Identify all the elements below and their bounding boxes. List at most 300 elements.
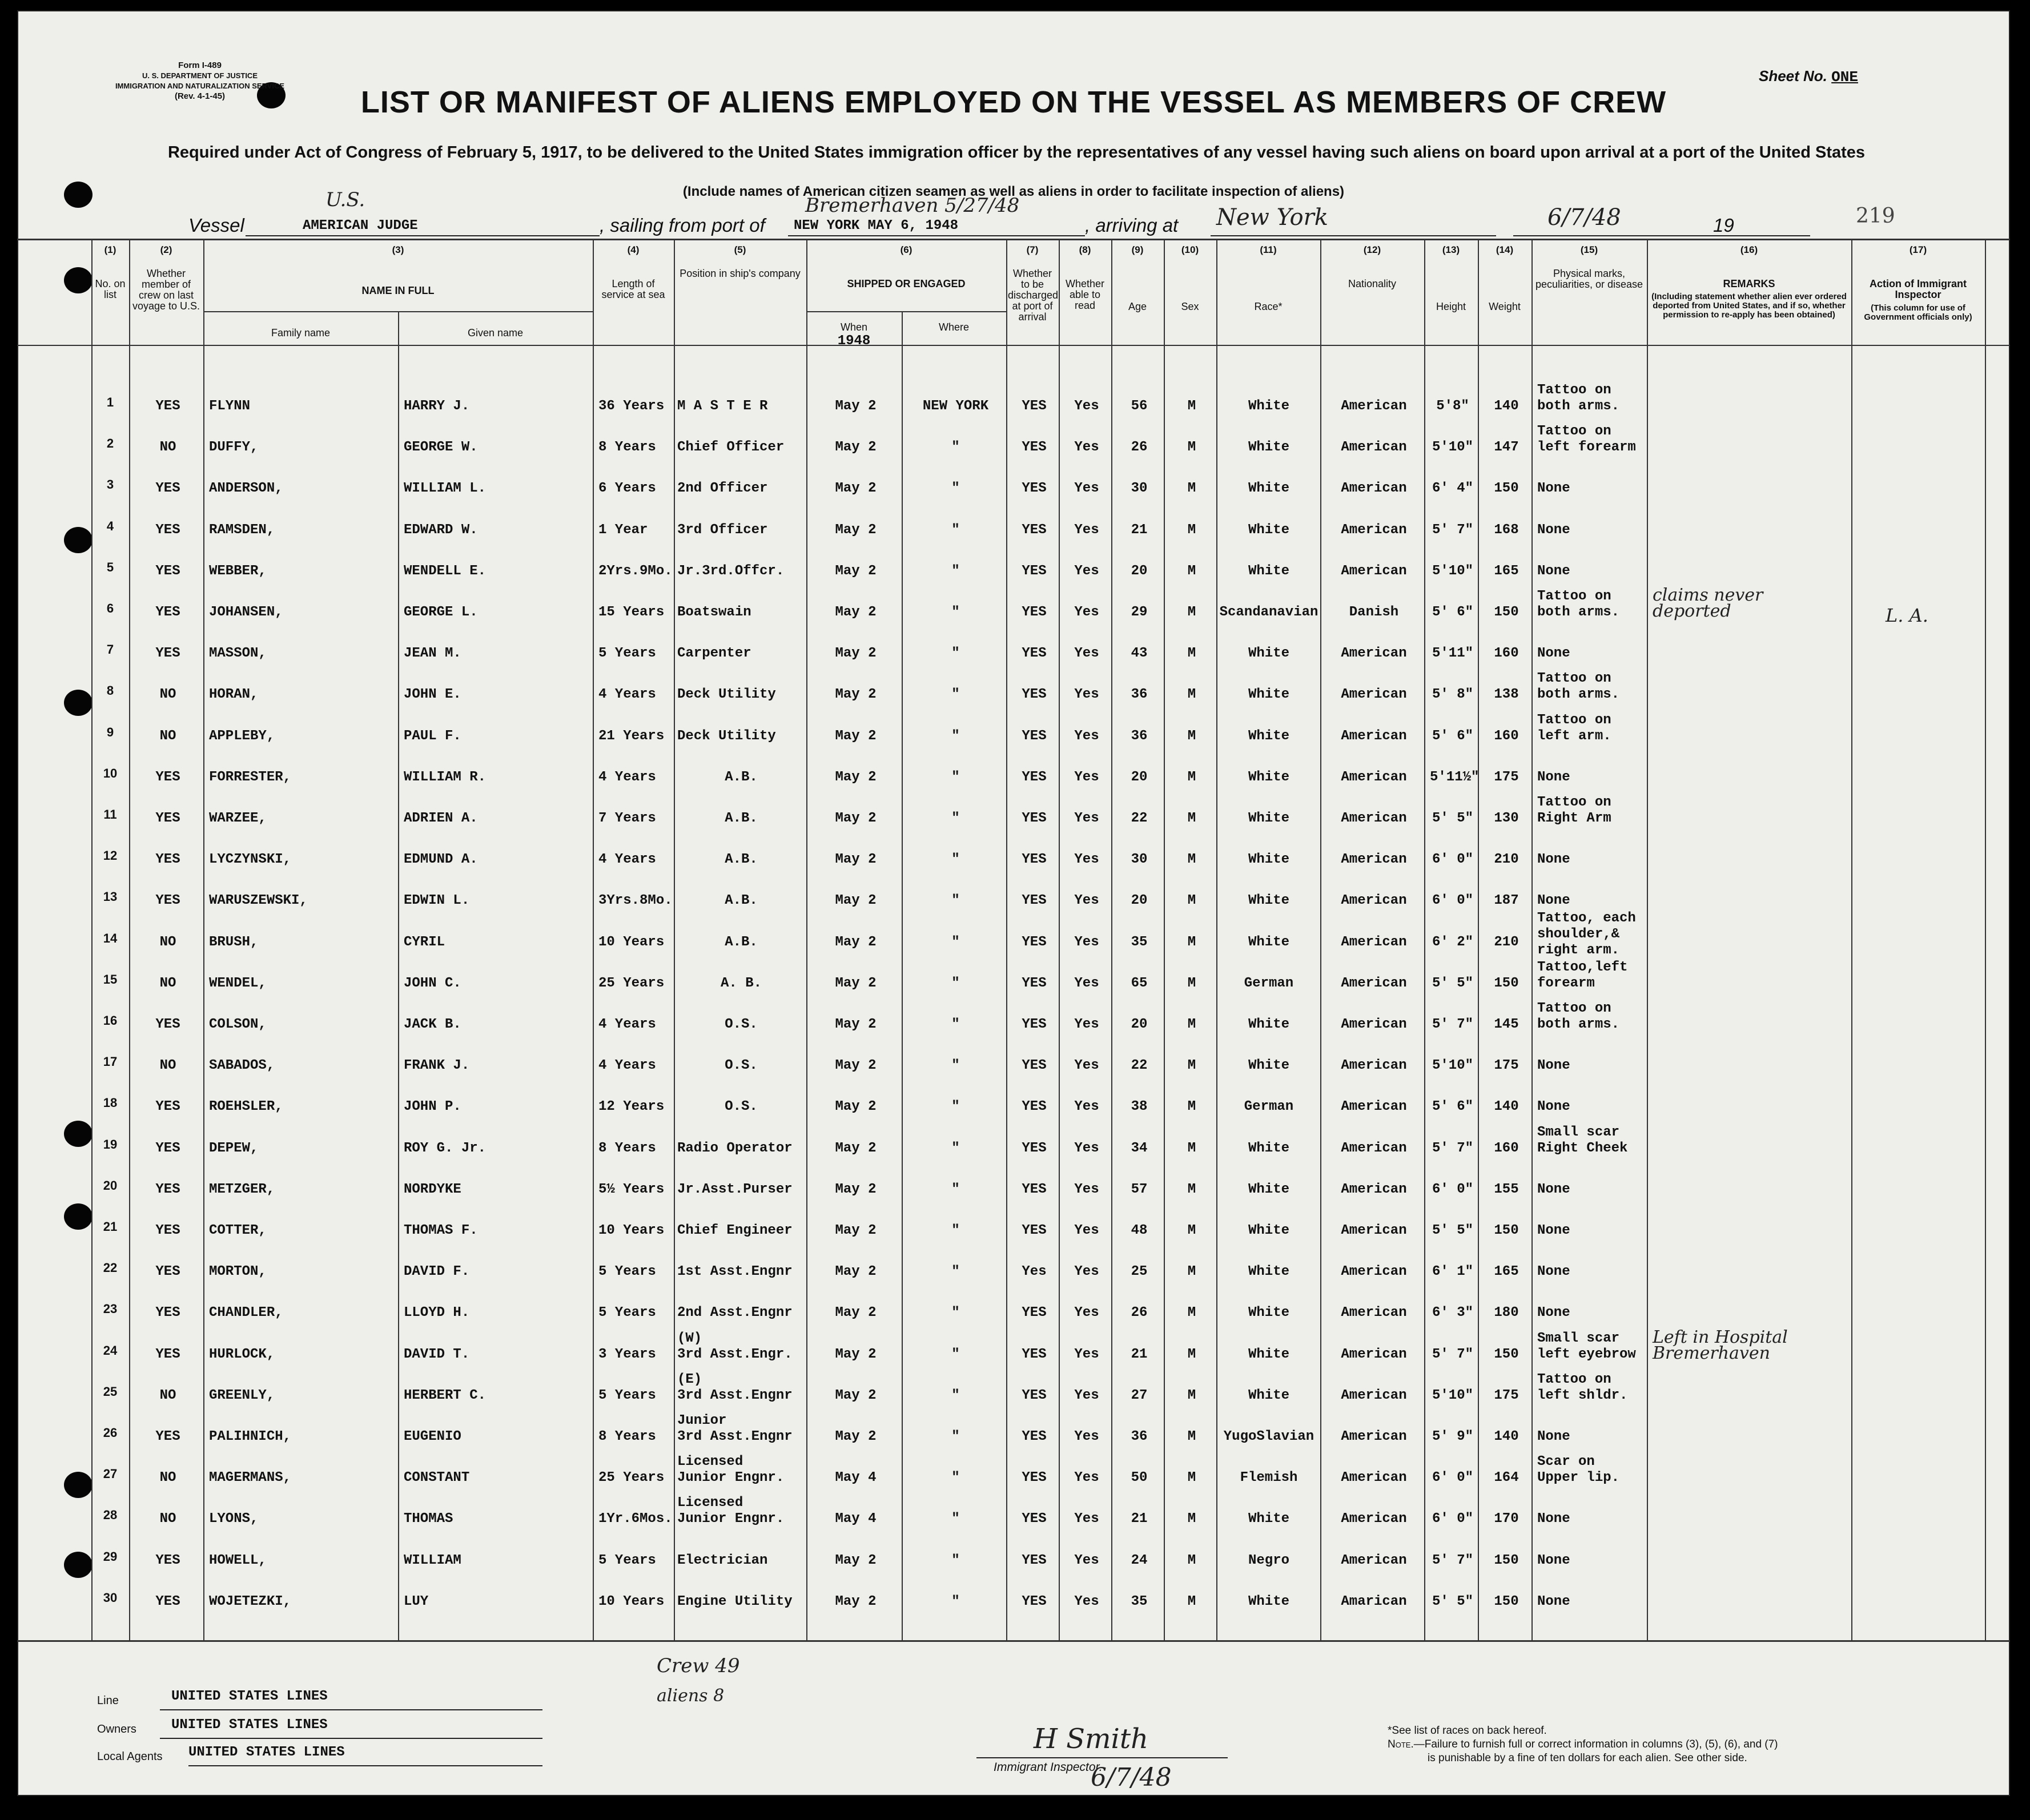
race: White bbox=[1248, 646, 1289, 662]
position: 2nd Officer bbox=[677, 481, 768, 497]
column-header: Physical marks, peculiarities, or disease bbox=[1535, 268, 1643, 290]
column-number: (8) bbox=[1079, 244, 1091, 255]
weight: 150 bbox=[1494, 481, 1519, 497]
year-label: 19 bbox=[1713, 215, 1734, 236]
age: 25 bbox=[1131, 1264, 1148, 1280]
discharged: YES bbox=[1022, 1346, 1047, 1362]
column-subheader: When bbox=[840, 321, 868, 333]
shipped-when: May 2 bbox=[835, 1305, 877, 1321]
height: 5' 7" bbox=[1432, 1346, 1473, 1362]
length-of-service: 15 Years bbox=[598, 605, 665, 620]
physical-marks: None bbox=[1537, 893, 1570, 909]
row-number: 22 bbox=[103, 1261, 118, 1275]
position: Chief Officer bbox=[677, 440, 785, 456]
table-row bbox=[17, 846, 2010, 887]
physical-marks: Tattoo on both arms. bbox=[1537, 671, 1620, 703]
race: German bbox=[1244, 975, 1294, 991]
shipped-when: May 2 bbox=[835, 811, 877, 826]
column-header: Position in ship's company bbox=[680, 268, 801, 279]
discharged: YES bbox=[1022, 1429, 1047, 1444]
able-to-read: Yes bbox=[1074, 769, 1099, 785]
given-name: JOHN C. bbox=[404, 975, 461, 991]
column-subheader: Given name bbox=[467, 327, 524, 339]
position: Jr.3rd.Offcr. bbox=[677, 563, 785, 579]
age: 20 bbox=[1131, 563, 1148, 579]
previous-voyage: YES bbox=[155, 1223, 180, 1238]
shipped-when: May 2 bbox=[835, 1346, 877, 1362]
race: White bbox=[1248, 440, 1289, 456]
height: 5' 5" bbox=[1432, 1593, 1473, 1609]
age: 29 bbox=[1131, 605, 1148, 620]
length-of-service: 8 Years bbox=[598, 1429, 656, 1444]
length-of-service: 3Yrs.8Mo. bbox=[598, 893, 673, 909]
sailing-label: , sailing from port of bbox=[600, 215, 765, 236]
age: 38 bbox=[1131, 1099, 1148, 1115]
nationality: American bbox=[1341, 1058, 1407, 1074]
discharged: YES bbox=[1022, 440, 1047, 456]
race: White bbox=[1248, 769, 1289, 785]
nationality: American bbox=[1341, 1429, 1407, 1444]
family-name: GREENLY, bbox=[209, 1387, 275, 1403]
discharged: YES bbox=[1022, 728, 1047, 744]
shipped-where: " bbox=[951, 975, 960, 991]
height: 5'10" bbox=[1432, 1058, 1473, 1074]
weight: 187 bbox=[1494, 893, 1519, 909]
column-header: Weight bbox=[1489, 301, 1521, 312]
table-row bbox=[17, 959, 2010, 1011]
length-of-service: 12 Years bbox=[598, 1099, 665, 1115]
row-number: 23 bbox=[103, 1302, 118, 1316]
inspector-date: 6/7/48 bbox=[1091, 1763, 1172, 1792]
nationality: American bbox=[1341, 687, 1407, 703]
form-number: Form I-489 bbox=[178, 61, 222, 70]
remarks: claims never deported bbox=[1653, 585, 1763, 621]
previous-voyage: NO bbox=[159, 975, 176, 991]
discharged: YES bbox=[1022, 563, 1047, 579]
column-subheader: Family name bbox=[271, 327, 331, 339]
shipped-where: NEW YORK bbox=[922, 398, 989, 414]
weight: 138 bbox=[1494, 687, 1519, 703]
previous-voyage: YES bbox=[155, 811, 180, 826]
sex: M bbox=[1187, 934, 1196, 950]
row-number: 20 bbox=[103, 1178, 118, 1193]
discharged: YES bbox=[1022, 852, 1047, 868]
age: 21 bbox=[1131, 522, 1148, 538]
given-name: HERBERT C. bbox=[404, 1387, 487, 1403]
shipped-where: " bbox=[951, 1305, 960, 1321]
age: 24 bbox=[1131, 1552, 1148, 1568]
row-number: 27 bbox=[103, 1467, 118, 1481]
column-number: (9) bbox=[1131, 244, 1144, 255]
table-row bbox=[17, 1454, 2010, 1505]
family-name: CHANDLER, bbox=[209, 1305, 283, 1321]
discharged: YES bbox=[1022, 934, 1047, 950]
race: White bbox=[1248, 1058, 1289, 1074]
weight: 175 bbox=[1494, 1058, 1519, 1074]
length-of-service: 5 Years bbox=[598, 1387, 656, 1403]
nationality: American bbox=[1341, 1223, 1407, 1238]
given-name: GEORGE L. bbox=[404, 605, 478, 620]
sex: M bbox=[1187, 1140, 1196, 1156]
family-name: HOWELL, bbox=[209, 1552, 267, 1568]
weight: 150 bbox=[1494, 1346, 1519, 1362]
previous-voyage: YES bbox=[155, 481, 180, 497]
given-name: PAUL F. bbox=[404, 728, 461, 744]
physical-marks: Tattoo on both arms. bbox=[1537, 589, 1620, 620]
race: White bbox=[1248, 1181, 1289, 1197]
sheet-number bbox=[1759, 67, 1858, 86]
family-name: DEPEW, bbox=[209, 1140, 259, 1156]
race: YugoSlavian bbox=[1223, 1429, 1315, 1444]
height: 6' 0" bbox=[1432, 1511, 1473, 1527]
position: Junior 3rd Asst.Engnr bbox=[677, 1413, 793, 1444]
previous-voyage: YES bbox=[155, 522, 180, 538]
length-of-service: 4 Years bbox=[598, 769, 656, 785]
family-name: LYONS, bbox=[209, 1511, 259, 1527]
nationality: American bbox=[1341, 934, 1407, 950]
column-header-note: (Including statement whether alien ever ordered deported from United States, and if so, whether permission to re-apply has been obtained) bbox=[1651, 292, 1847, 320]
able-to-read: Yes bbox=[1074, 893, 1099, 909]
able-to-read: Yes bbox=[1074, 1017, 1099, 1032]
table-row bbox=[17, 1258, 2010, 1299]
arriving-value: New York bbox=[1216, 204, 1328, 231]
shipped-when: May 2 bbox=[835, 522, 877, 538]
able-to-read: Yes bbox=[1074, 398, 1099, 414]
column-number: (16) bbox=[1740, 244, 1758, 255]
row-number: 2 bbox=[106, 436, 114, 451]
shipped-when: May 2 bbox=[835, 852, 877, 868]
discharged: YES bbox=[1022, 522, 1047, 538]
discharged: YES bbox=[1022, 1099, 1047, 1115]
races-note: *See list of races on back hereof. bbox=[1388, 1725, 1547, 1737]
position: 3rd Officer bbox=[677, 522, 768, 538]
age: 36 bbox=[1131, 728, 1148, 744]
previous-voyage: YES bbox=[155, 852, 180, 868]
family-name: MORTON, bbox=[209, 1264, 267, 1280]
discharged: YES bbox=[1022, 481, 1047, 497]
manifest-sheet bbox=[17, 10, 2010, 1796]
given-name: CONSTANT bbox=[404, 1470, 470, 1486]
shipped-where: " bbox=[951, 811, 960, 826]
length-of-service: 3 Years bbox=[598, 1346, 656, 1362]
race: White bbox=[1248, 1264, 1289, 1280]
race: White bbox=[1248, 852, 1289, 868]
physical-marks: Tattoo on Right Arm bbox=[1537, 795, 1611, 826]
table-row bbox=[17, 1001, 2010, 1052]
sex: M bbox=[1187, 1346, 1196, 1362]
physical-marks: Tattoo on left arm. bbox=[1537, 712, 1611, 744]
row-number: 4 bbox=[106, 518, 114, 533]
shipped-when: May 2 bbox=[835, 769, 877, 785]
length-of-service: 6 Years bbox=[598, 481, 656, 497]
nationality: American bbox=[1341, 728, 1407, 744]
shipped-year: 1948 bbox=[837, 333, 871, 349]
given-name: THOMAS bbox=[404, 1511, 453, 1527]
weight: 150 bbox=[1494, 1593, 1519, 1609]
row-number: 6 bbox=[106, 601, 114, 615]
length-of-service: 5 Years bbox=[598, 1552, 656, 1568]
shipped-when: May 2 bbox=[835, 934, 877, 950]
position: Licensed Junior Engnr. bbox=[677, 1495, 785, 1527]
given-name: ROY G. Jr. bbox=[404, 1140, 487, 1156]
family-name: WARUSZEWSKI, bbox=[209, 893, 308, 909]
height: 6' 1" bbox=[1432, 1264, 1473, 1280]
shipped-where: " bbox=[951, 522, 960, 538]
physical-marks: None bbox=[1537, 852, 1570, 868]
given-name: ADRIEN A. bbox=[404, 811, 478, 826]
weight: 168 bbox=[1494, 522, 1519, 538]
row-number: 25 bbox=[103, 1384, 118, 1399]
sailing-typed: NEW YORK MAY 6, 1948 bbox=[794, 218, 959, 233]
shipped-where: " bbox=[951, 605, 960, 620]
position: Deck Utility bbox=[677, 728, 776, 744]
previous-voyage: YES bbox=[155, 769, 180, 785]
sex: M bbox=[1187, 852, 1196, 868]
sheet-value: ONE bbox=[1831, 69, 1858, 86]
able-to-read: Yes bbox=[1074, 687, 1099, 703]
previous-voyage: YES bbox=[155, 1305, 180, 1321]
given-name: FRANK J. bbox=[404, 1058, 470, 1074]
table-row bbox=[17, 1093, 2010, 1134]
position: Licensed Junior Engnr. bbox=[677, 1454, 785, 1486]
race: White bbox=[1248, 1387, 1289, 1403]
sex: M bbox=[1187, 728, 1196, 744]
age: 20 bbox=[1131, 1017, 1148, 1032]
position: (E) 3rd Asst.Engnr bbox=[677, 1371, 793, 1403]
previous-voyage: NO bbox=[159, 687, 176, 703]
discharged: YES bbox=[1022, 687, 1047, 703]
height: 5'10" bbox=[1432, 440, 1473, 456]
table-row bbox=[17, 712, 2010, 764]
sex: M bbox=[1187, 1429, 1196, 1444]
column-header: Whether member of crew on last voyage to U.S. bbox=[132, 268, 200, 312]
discharged: YES bbox=[1022, 1387, 1047, 1403]
age: 26 bbox=[1131, 1305, 1148, 1321]
length-of-service: 8 Years bbox=[598, 1140, 656, 1156]
position: Carpenter bbox=[677, 646, 751, 662]
shipped-where: " bbox=[951, 852, 960, 868]
row-number: 28 bbox=[103, 1508, 118, 1523]
given-name: EUGENIO bbox=[404, 1429, 461, 1444]
able-to-read: Yes bbox=[1074, 1552, 1099, 1568]
row-number: 7 bbox=[106, 642, 114, 657]
previous-voyage: YES bbox=[155, 1346, 180, 1362]
age: 35 bbox=[1131, 1593, 1148, 1609]
nationality: American bbox=[1341, 563, 1407, 579]
age: 20 bbox=[1131, 769, 1148, 785]
previous-voyage: YES bbox=[155, 1264, 180, 1280]
row-number: 26 bbox=[103, 1426, 118, 1440]
race: White bbox=[1248, 1223, 1289, 1238]
shipped-where: " bbox=[951, 1264, 960, 1280]
row-number: 10 bbox=[103, 766, 118, 780]
given-name: EDMUND A. bbox=[404, 852, 478, 868]
shipped-where: " bbox=[951, 893, 960, 909]
given-name: HARRY J. bbox=[404, 398, 470, 414]
given-name: JACK B. bbox=[404, 1017, 461, 1032]
height: 6' 0" bbox=[1432, 893, 1473, 909]
age: 65 bbox=[1131, 975, 1148, 991]
physical-marks: None bbox=[1537, 1552, 1570, 1568]
previous-voyage: YES bbox=[155, 1181, 180, 1197]
shipped-where: " bbox=[951, 934, 960, 950]
family-name: DUFFY, bbox=[209, 440, 259, 456]
column-number: (2) bbox=[160, 244, 172, 255]
family-name: MAGERMANS, bbox=[209, 1470, 292, 1486]
physical-marks: None bbox=[1537, 1223, 1570, 1238]
physical-marks: Tattoo,left forearm bbox=[1537, 959, 1628, 991]
position: 2nd Asst.Engnr bbox=[677, 1305, 793, 1321]
column-number: (17) bbox=[1909, 244, 1927, 255]
height: 6' 2" bbox=[1432, 934, 1473, 950]
service: IMMIGRATION AND NATURALIZATION SERVICE bbox=[115, 82, 285, 90]
page-subtitle: Required under Act of Congress of February 5, 1917, to be delivered to the United States immigration officer by the representatives of any vessel having such aliens on board upon arrival at a port of the United States bbox=[167, 143, 1866, 162]
physical-marks: None bbox=[1537, 1593, 1570, 1609]
family-name: RAMSDEN, bbox=[209, 522, 275, 538]
discharged: YES bbox=[1022, 1593, 1047, 1609]
physical-marks: None bbox=[1537, 522, 1570, 538]
shipped-where: " bbox=[951, 563, 960, 579]
able-to-read: Yes bbox=[1074, 852, 1099, 868]
inspector-label: Immigrant Inspector. bbox=[994, 1761, 1103, 1774]
previous-voyage: NO bbox=[159, 1387, 176, 1403]
sheet-label: Sheet No. bbox=[1759, 67, 1827, 84]
discharged: YES bbox=[1022, 1181, 1047, 1197]
fine-note: Note.—Failure to furnish full or correct information in columns (3), (5), (6), and (7) bbox=[1388, 1738, 1778, 1750]
given-name: WILLIAM L. bbox=[404, 481, 487, 497]
row-number: 3 bbox=[106, 477, 114, 492]
given-name: LLOYD H. bbox=[404, 1305, 470, 1321]
able-to-read: Yes bbox=[1074, 934, 1099, 950]
family-name: WARZEE, bbox=[209, 811, 267, 826]
able-to-read: Yes bbox=[1074, 1593, 1099, 1609]
sex: M bbox=[1187, 1305, 1196, 1321]
row-number: 17 bbox=[103, 1054, 118, 1069]
position: O.S. bbox=[725, 1099, 758, 1115]
shipped-when: May 2 bbox=[835, 481, 877, 497]
family-name: ROEHSLER, bbox=[209, 1099, 283, 1115]
race: Flemish bbox=[1240, 1470, 1298, 1486]
row-number: 30 bbox=[103, 1590, 118, 1605]
shipped-where: " bbox=[951, 1470, 960, 1486]
able-to-read: Yes bbox=[1074, 1387, 1099, 1403]
shipped-when: May 2 bbox=[835, 1387, 877, 1403]
physical-marks: None bbox=[1537, 481, 1570, 497]
weight: 165 bbox=[1494, 563, 1519, 579]
shipped-when: May 2 bbox=[835, 1017, 877, 1032]
nationality: American bbox=[1341, 811, 1407, 826]
position: Radio Operator bbox=[677, 1140, 793, 1156]
shipped-when: May 2 bbox=[835, 1429, 877, 1444]
column-number: (15) bbox=[1580, 244, 1598, 255]
row-number: 21 bbox=[103, 1219, 118, 1234]
given-name: CYRIL bbox=[404, 934, 445, 950]
table-row bbox=[17, 1547, 2010, 1588]
height: 6' 0" bbox=[1432, 1181, 1473, 1197]
shipped-when: May 2 bbox=[835, 646, 877, 662]
sex: M bbox=[1187, 398, 1196, 414]
given-name: JOHN E. bbox=[404, 687, 461, 703]
physical-marks: None bbox=[1537, 1429, 1570, 1444]
position: A.B. bbox=[725, 852, 758, 868]
sex: M bbox=[1187, 1470, 1196, 1486]
able-to-read: Yes bbox=[1074, 1223, 1099, 1238]
height: 5' 7" bbox=[1432, 1552, 1473, 1568]
previous-voyage: NO bbox=[159, 1511, 176, 1527]
weight: 180 bbox=[1494, 1305, 1519, 1321]
age: 21 bbox=[1131, 1346, 1148, 1362]
nationality: American bbox=[1341, 1140, 1407, 1156]
revision: (Rev. 4-1-45) bbox=[174, 91, 226, 101]
sex: M bbox=[1187, 1223, 1196, 1238]
aliens-count-note: aliens 8 bbox=[657, 1686, 725, 1706]
sex: M bbox=[1187, 1099, 1196, 1115]
race: German bbox=[1244, 1099, 1294, 1115]
weight: 150 bbox=[1494, 605, 1519, 620]
nationality: American bbox=[1341, 1181, 1407, 1197]
agents-value: UNITED STATES LINES bbox=[188, 1745, 345, 1760]
shipped-where: " bbox=[951, 1593, 960, 1609]
previous-voyage: YES bbox=[155, 1593, 180, 1609]
table-row bbox=[17, 1371, 2010, 1423]
nationality: American bbox=[1341, 440, 1407, 456]
shipped-where: " bbox=[951, 1017, 960, 1032]
age: 48 bbox=[1131, 1223, 1148, 1238]
weight: 160 bbox=[1494, 728, 1519, 744]
sex: M bbox=[1187, 1264, 1196, 1280]
given-name: WILLIAM R. bbox=[404, 769, 487, 785]
discharged: YES bbox=[1022, 975, 1047, 991]
table-row bbox=[17, 764, 2010, 805]
physical-marks: None bbox=[1537, 1264, 1570, 1280]
length-of-service: 10 Years bbox=[598, 1593, 665, 1609]
age: 57 bbox=[1131, 1181, 1148, 1197]
family-name: JOHANSEN, bbox=[209, 605, 283, 620]
table-row bbox=[17, 795, 2010, 846]
position: Chief Engineer bbox=[677, 1223, 793, 1238]
shipped-when: May 2 bbox=[835, 563, 877, 579]
length-of-service: 4 Years bbox=[598, 852, 656, 868]
previous-voyage: NO bbox=[159, 440, 176, 456]
shipped-where: " bbox=[951, 1058, 960, 1074]
family-name: LYCZYNSKI, bbox=[209, 852, 292, 868]
age: 26 bbox=[1131, 440, 1148, 456]
able-to-read: Yes bbox=[1074, 440, 1099, 456]
weight: 150 bbox=[1494, 1223, 1519, 1238]
nationality: American bbox=[1341, 852, 1407, 868]
family-name: APPLEBY, bbox=[209, 728, 275, 744]
given-name: WENDELL E. bbox=[404, 563, 487, 579]
able-to-read: Yes bbox=[1074, 646, 1099, 662]
physical-marks: None bbox=[1537, 1058, 1570, 1074]
discharged: YES bbox=[1022, 1470, 1047, 1486]
vessel-label: Vessel bbox=[188, 215, 244, 236]
column-header: Sex bbox=[1181, 301, 1199, 312]
age: 22 bbox=[1131, 1058, 1148, 1074]
previous-voyage: NO bbox=[159, 1058, 176, 1074]
weight: 165 bbox=[1494, 1264, 1519, 1280]
shipped-when: May 2 bbox=[835, 1140, 877, 1156]
table-row bbox=[17, 1176, 2010, 1217]
able-to-read: Yes bbox=[1074, 1470, 1099, 1486]
race: White bbox=[1248, 811, 1289, 826]
family-name: SABADOS, bbox=[209, 1058, 275, 1074]
discharged: YES bbox=[1022, 1511, 1047, 1527]
table-row bbox=[17, 1495, 2010, 1547]
discharged: YES bbox=[1022, 893, 1047, 909]
physical-marks: None bbox=[1537, 769, 1570, 785]
physical-marks: Tattoo on both arms. bbox=[1537, 1001, 1620, 1032]
